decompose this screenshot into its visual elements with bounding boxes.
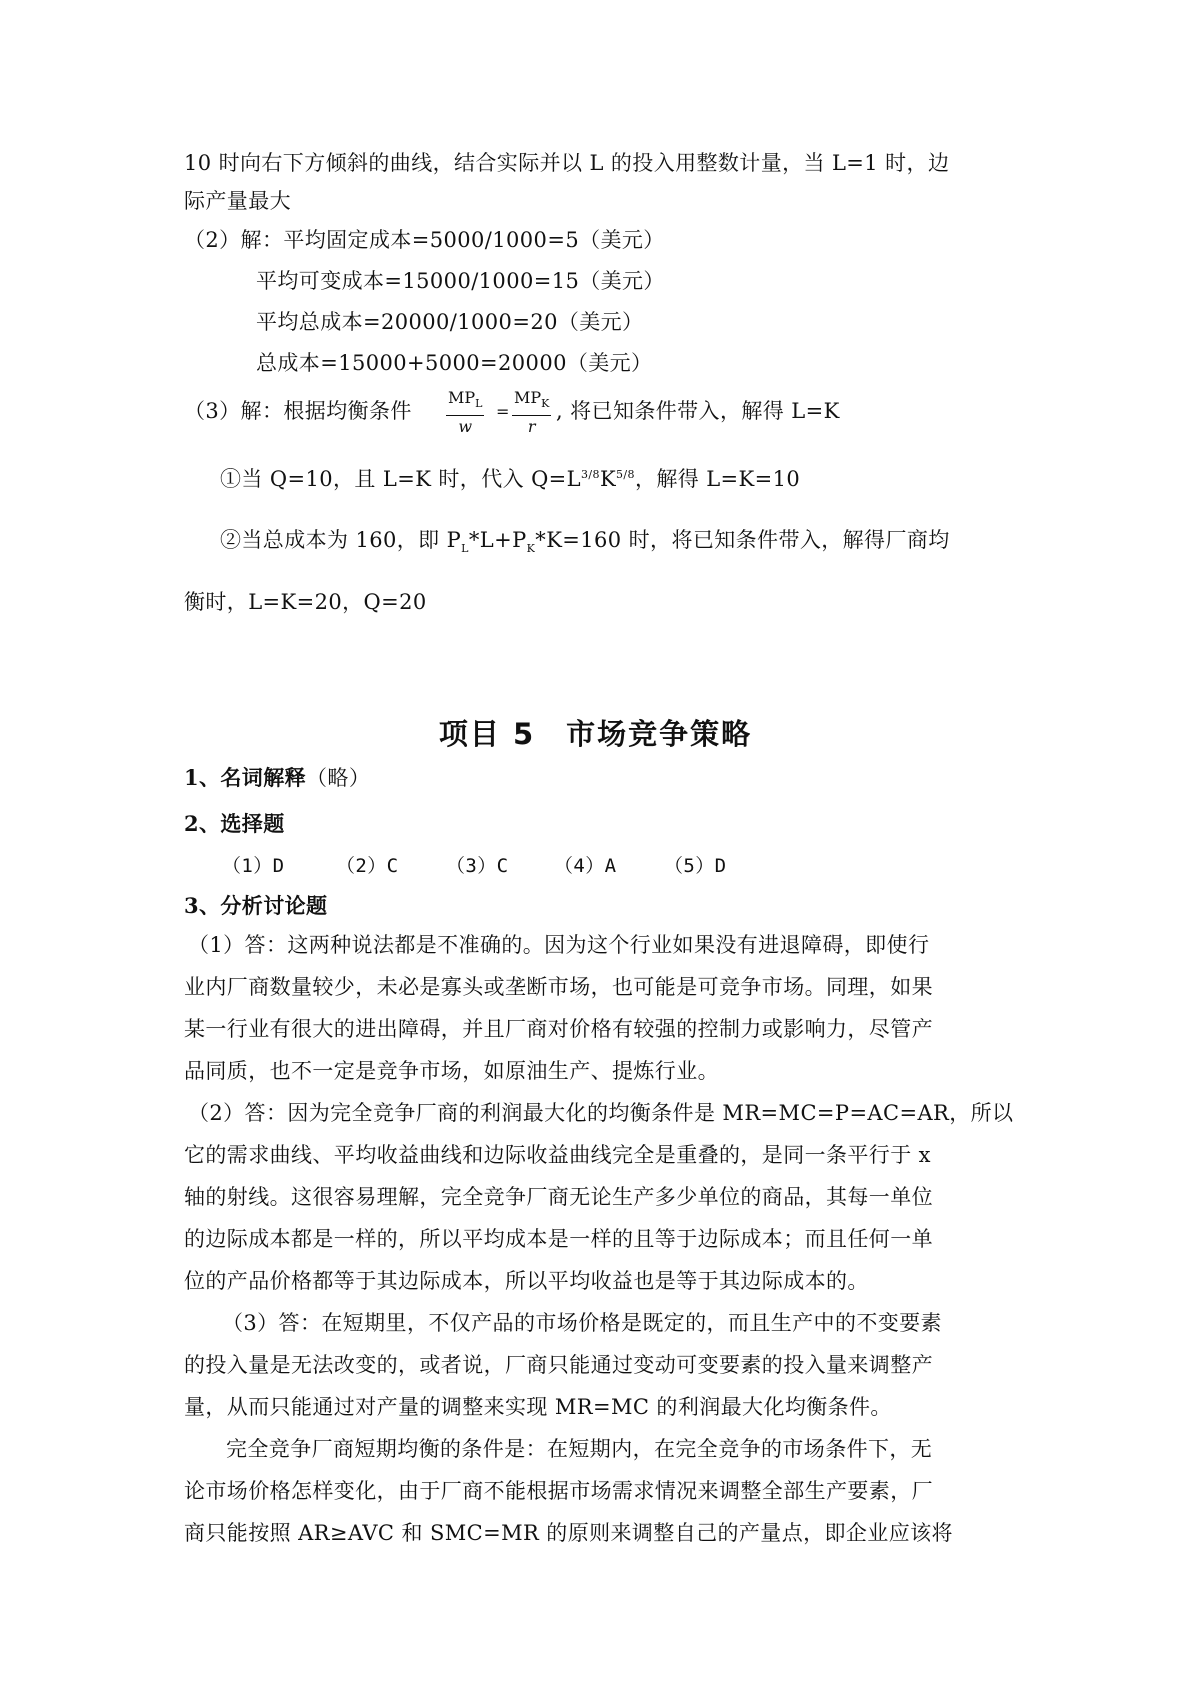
answer-4: （4）A	[554, 855, 617, 877]
fraction-numerator: MP	[514, 388, 542, 407]
paragraph-line: 的边际成本都是一样的，所以平均成本是一样的且等于边际成本；而且任何一单	[184, 1227, 933, 1251]
subscript: L	[461, 542, 469, 556]
fraction-mpl-w	[446, 388, 484, 438]
text-line: 10 时向右下方倾斜的曲线，结合实际并以 L 的投入用整数计量，当 L=1 时，边	[184, 151, 950, 175]
text-line: （3）解：根据均衡条件	[184, 399, 412, 423]
answer-5: （5）D	[664, 855, 727, 877]
text-segment: *L+P	[468, 528, 527, 552]
text-segment: ，解得 L=K=10	[634, 467, 801, 491]
fraction-denominator: w	[458, 417, 473, 437]
exponent: 5/8	[616, 468, 635, 481]
paragraph-line: 业内厂商数量较少，未必是寡头或垄断市场，也可能是可竞争市场。同理，如果	[184, 975, 933, 999]
answer-2: （2）C	[336, 855, 399, 877]
paragraph-line: （2）答：因为完全竞争厂商的利润最大化的均衡条件是 MR=MC=P=AC=AR，所以	[188, 1101, 1014, 1125]
text-line: 总成本=15000+5000=20000（美元）	[256, 351, 653, 375]
fraction-subscript: L	[475, 397, 483, 411]
paragraph-line: 完全竞争厂商短期均衡的条件是：在短期内，在完全竞争的市场条件下，无	[226, 1437, 933, 1461]
text-line	[220, 525, 950, 564]
paragraph-line: 某一行业有很大的进出障碍，并且厂商对价格有较强的控制力或影响力，尽管产	[184, 1017, 933, 1041]
heading-note: （略）	[306, 766, 371, 790]
paragraph-line: 它的需求曲线、平均收益曲线和边际收益曲线完全是重叠的，是同一条平行于 x	[184, 1143, 931, 1167]
paragraph-line: 商只能按照 AR≥AVC 和 SMC=MR 的原则来调整自己的产量点，即企业应该将	[184, 1521, 953, 1545]
section-title: 项目 5 市场竞争策略	[438, 717, 753, 751]
paragraph-line: 量，从而只能通过对产量的调整来实现 MR=MC 的利润最大化均衡条件。	[184, 1395, 892, 1419]
text-line: 平均总成本=20000/1000=20（美元）	[256, 310, 644, 334]
text-segment: ①当 Q=10，且 L=K 时，代入 Q=L	[220, 467, 582, 491]
fraction-denominator: r	[527, 417, 536, 437]
text-segment: K	[599, 467, 617, 491]
text-line: , 将已知条件带入，解得 L=K	[556, 399, 840, 423]
text-line: 衡时，L=K=20，Q=20	[184, 590, 427, 614]
text-line: 际产量最大	[184, 189, 291, 213]
paragraph-line: 品同质，也不一定是竞争市场，如原油生产、提炼行业。	[184, 1059, 719, 1083]
equals-sign: =	[496, 402, 510, 421]
paragraph-line: （3）答：在短期里，不仅产品的市场价格是既定的，而且生产中的不变要素	[222, 1311, 942, 1335]
heading-discussion: 3、分析讨论题	[184, 893, 328, 918]
fraction-numerator: MP	[448, 388, 476, 407]
paragraph-line: 位的产品价格都等于其边际成本，所以平均收益也是等于其边际成本的。	[184, 1269, 869, 1293]
fraction-subscript: K	[541, 397, 550, 411]
answer-1: （1）D	[222, 855, 285, 877]
text-segment: *K=160 时，将已知条件带入，解得厂商均	[535, 528, 950, 552]
paragraph-line: 论市场价格怎样变化，由于厂商不能根据市场需求情况来调整全部生产要素，厂	[184, 1479, 933, 1503]
heading-text: 1、名词解释	[184, 765, 307, 790]
text-line: 平均可变成本=15000/1000=15（美元）	[256, 269, 665, 293]
exponent: 3/8	[581, 468, 600, 481]
paragraph-line: （1）答：这两种说法都是不准确的。因为这个行业如果没有进退障碍，即使行	[188, 933, 930, 957]
answer-3: （3）C	[446, 855, 509, 877]
text-line: （2）解：平均固定成本=5000/1000=5（美元）	[184, 228, 665, 252]
heading-terms	[184, 763, 370, 793]
fraction-mpk-r	[512, 388, 551, 438]
paragraph-line: 轴的射线。这很容易理解，完全竞争厂商无论生产多少单位的商品，其每一单位	[184, 1185, 933, 1209]
paragraph-line: 的投入量是无法改变的，或者说，厂商只能通过变动可变要素的投入量来调整产	[184, 1353, 933, 1377]
heading-choice: 2、选择题	[184, 811, 285, 836]
text-segment: ②当总成本为 160，即 P	[220, 528, 462, 552]
text-line	[220, 460, 800, 494]
subscript: K	[526, 542, 536, 556]
